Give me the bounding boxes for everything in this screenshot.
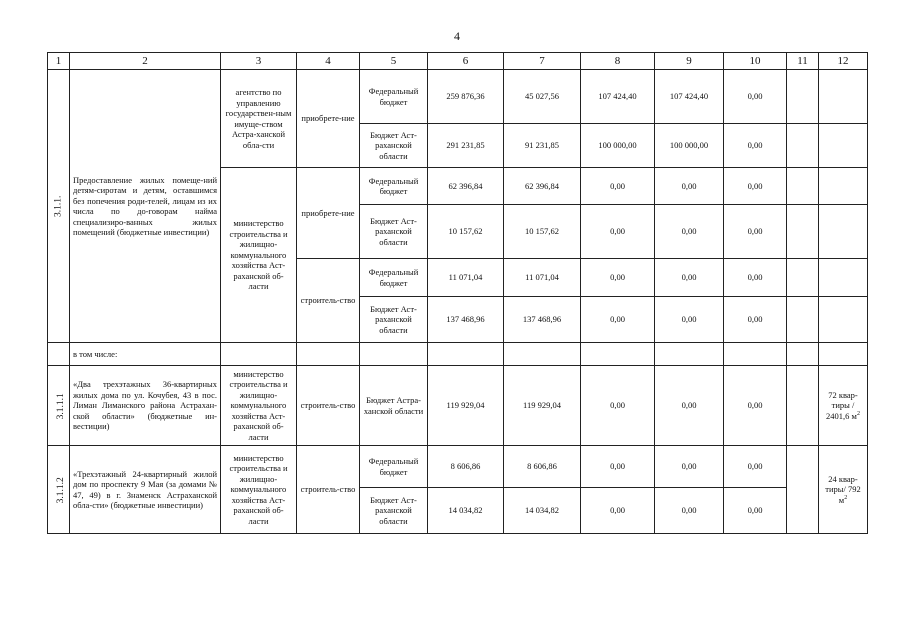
funding-source: Бюджет Аст-раханской области — [360, 124, 428, 168]
header-col-10: 10 — [724, 53, 787, 70]
header-col-4: 4 — [297, 53, 360, 70]
header-col-8: 8 — [581, 53, 655, 70]
value-cell: 62 396,84 — [504, 168, 581, 205]
measure-name: «Два трехэтажных 36-квартирных жилых дома по ул. Кочубея, 43 в пос. Лиман Лиманского района Астрахан-ской области» (бюджетные ин-вестиции) — [70, 366, 221, 446]
empty-cell — [787, 205, 819, 259]
activity-cell: строитель-ство — [297, 446, 360, 534]
value-cell: 107 424,40 — [581, 70, 655, 124]
empty-cell — [787, 446, 819, 534]
header-col-2: 2 — [70, 53, 221, 70]
value-cell: 0,00 — [724, 205, 787, 259]
funding-source: Бюджет Астра-ханской области — [360, 366, 428, 446]
value-cell: 0,00 — [655, 488, 724, 534]
value-cell: 0,00 — [724, 124, 787, 168]
result-sup: 2 — [844, 494, 848, 501]
activity-cell: приобрете-ние — [297, 168, 360, 259]
value-cell: 14 034,82 — [504, 488, 581, 534]
including-label: в том числе: — [70, 343, 221, 366]
empty-cell — [819, 168, 868, 205]
header-col-11: 11 — [787, 53, 819, 70]
value-cell: 0,00 — [581, 205, 655, 259]
empty-cell — [724, 343, 787, 366]
value-cell: 0,00 — [581, 259, 655, 297]
funding-source: Бюджет Аст-раханской области — [360, 297, 428, 343]
value-cell: 0,00 — [581, 446, 655, 488]
header-col-7: 7 — [504, 53, 581, 70]
value-cell: 0,00 — [724, 168, 787, 205]
row-code-cell — [48, 70, 70, 343]
value-cell: 0,00 — [724, 446, 787, 488]
value-cell: 137 468,96 — [428, 297, 504, 343]
result-text: 72 квар-тиры / 2401,6 м — [826, 389, 858, 421]
result-cell — [819, 446, 868, 534]
value-cell: 10 157,62 — [428, 205, 504, 259]
empty-cell — [787, 297, 819, 343]
funding-source: Федеральный бюджет — [360, 446, 428, 488]
header-col-5: 5 — [360, 53, 428, 70]
value-cell: 0,00 — [655, 297, 724, 343]
value-cell: 291 231,85 — [428, 124, 504, 168]
value-cell: 0,00 — [655, 259, 724, 297]
row-code: 3.1.1.2 — [55, 476, 66, 504]
header-col-6: 6 — [428, 53, 504, 70]
empty-cell — [360, 343, 428, 366]
value-cell: 137 468,96 — [504, 297, 581, 343]
value-cell: 8 606,86 — [428, 446, 504, 488]
empty-cell — [787, 366, 819, 446]
value-cell: 0,00 — [655, 366, 724, 446]
value-cell: 119 929,04 — [428, 366, 504, 446]
empty-cell — [819, 343, 868, 366]
empty-cell — [428, 343, 504, 366]
empty-cell — [787, 168, 819, 205]
empty-cell — [48, 343, 70, 366]
row-code-cell — [48, 446, 70, 534]
empty-cell — [787, 70, 819, 124]
value-cell: 0,00 — [655, 205, 724, 259]
empty-cell — [787, 124, 819, 168]
empty-cell — [819, 205, 868, 259]
page-number: 4 — [454, 29, 460, 43]
value-cell: 10 157,62 — [504, 205, 581, 259]
empty-cell — [819, 259, 868, 297]
value-cell: 0,00 — [581, 488, 655, 534]
value-cell: 0,00 — [724, 297, 787, 343]
table-row — [48, 366, 868, 446]
funding-source: Федеральный бюджет — [360, 259, 428, 297]
value-cell: 107 424,40 — [655, 70, 724, 124]
empty-cell — [581, 343, 655, 366]
value-cell: 0,00 — [655, 168, 724, 205]
value-cell: 0,00 — [581, 297, 655, 343]
value-cell: 0,00 — [581, 168, 655, 205]
executor-cell: министерство строительства и жилищно-коммунального хозяйства Аст-раханской об-ласти — [221, 446, 297, 534]
header-row — [48, 53, 868, 70]
value-cell: 0,00 — [724, 366, 787, 446]
value-cell: 119 929,04 — [504, 366, 581, 446]
empty-cell — [787, 343, 819, 366]
value-cell: 100 000,00 — [581, 124, 655, 168]
value-cell: 0,00 — [655, 446, 724, 488]
header-col-12: 12 — [819, 53, 868, 70]
result-text: 24 квар-тиры/ 792 м — [825, 473, 861, 505]
table-row — [48, 70, 868, 124]
budget-table — [47, 52, 868, 534]
row-code: 3.1.1.1 — [55, 392, 66, 420]
activity-cell: приобрете-ние — [297, 70, 360, 168]
value-cell: 91 231,85 — [504, 124, 581, 168]
empty-cell — [504, 343, 581, 366]
value-cell: 14 034,82 — [428, 488, 504, 534]
value-cell: 11 071,04 — [428, 259, 504, 297]
empty-cell — [787, 259, 819, 297]
empty-cell — [655, 343, 724, 366]
value-cell: 0,00 — [581, 366, 655, 446]
empty-cell — [819, 124, 868, 168]
value-cell: 0,00 — [724, 488, 787, 534]
activity-cell: строитель-ство — [297, 259, 360, 343]
table-row — [48, 343, 868, 366]
value-cell: 62 396,84 — [428, 168, 504, 205]
empty-cell — [297, 343, 360, 366]
funding-source: Федеральный бюджет — [360, 168, 428, 205]
value-cell: 45 027,56 — [504, 70, 581, 124]
value-cell: 11 071,04 — [504, 259, 581, 297]
result-sup: 2 — [856, 410, 860, 417]
result-cell — [819, 366, 868, 446]
row-code: 3.1.1. — [53, 195, 64, 218]
executor-cell: министерство строительства и жилищно-коммунального хозяйства Аст-раханской об-ласти — [221, 168, 297, 343]
value-cell: 8 606,86 — [504, 446, 581, 488]
measure-name: «Трехэтажный 24-квартирный жилой дом по проспекту 9 Мая (за домами № 47, 49) в г. Знаменск Астраханской обла-сти» (бюджетные инвестиции) — [70, 446, 221, 534]
header-col-9: 9 — [655, 53, 724, 70]
value-cell: 100 000,00 — [655, 124, 724, 168]
empty-cell — [819, 70, 868, 124]
value-cell: 0,00 — [724, 70, 787, 124]
table-row — [48, 446, 868, 488]
value-cell: 0,00 — [724, 259, 787, 297]
header-col-1: 1 — [48, 53, 70, 70]
empty-cell — [819, 297, 868, 343]
value-cell: 259 876,36 — [428, 70, 504, 124]
header-col-3: 3 — [221, 53, 297, 70]
activity-cell: строитель-ство — [297, 366, 360, 446]
empty-cell — [221, 343, 297, 366]
funding-source: Бюджет Аст-раханской области — [360, 488, 428, 534]
funding-source: Бюджет Аст-раханской области — [360, 205, 428, 259]
row-code-cell — [48, 366, 70, 446]
measure-name: Предоставление жилых помеще-ний детям-сиротам и детям, оставшимся без попечения роди-телей, лицам из их числа по до-говорам найма специализиро-ванных жилых помещений (бюджетные инвестиции) — [70, 70, 221, 343]
executor-cell: агентство по управлению государствен-ным имуще-ством Астра-ханской обла-сти — [221, 70, 297, 168]
executor-cell: министерство строительства и жилищно-коммунального хозяйства Аст-раханской об-ласти — [221, 366, 297, 446]
funding-source: Федеральный бюджет — [360, 70, 428, 124]
